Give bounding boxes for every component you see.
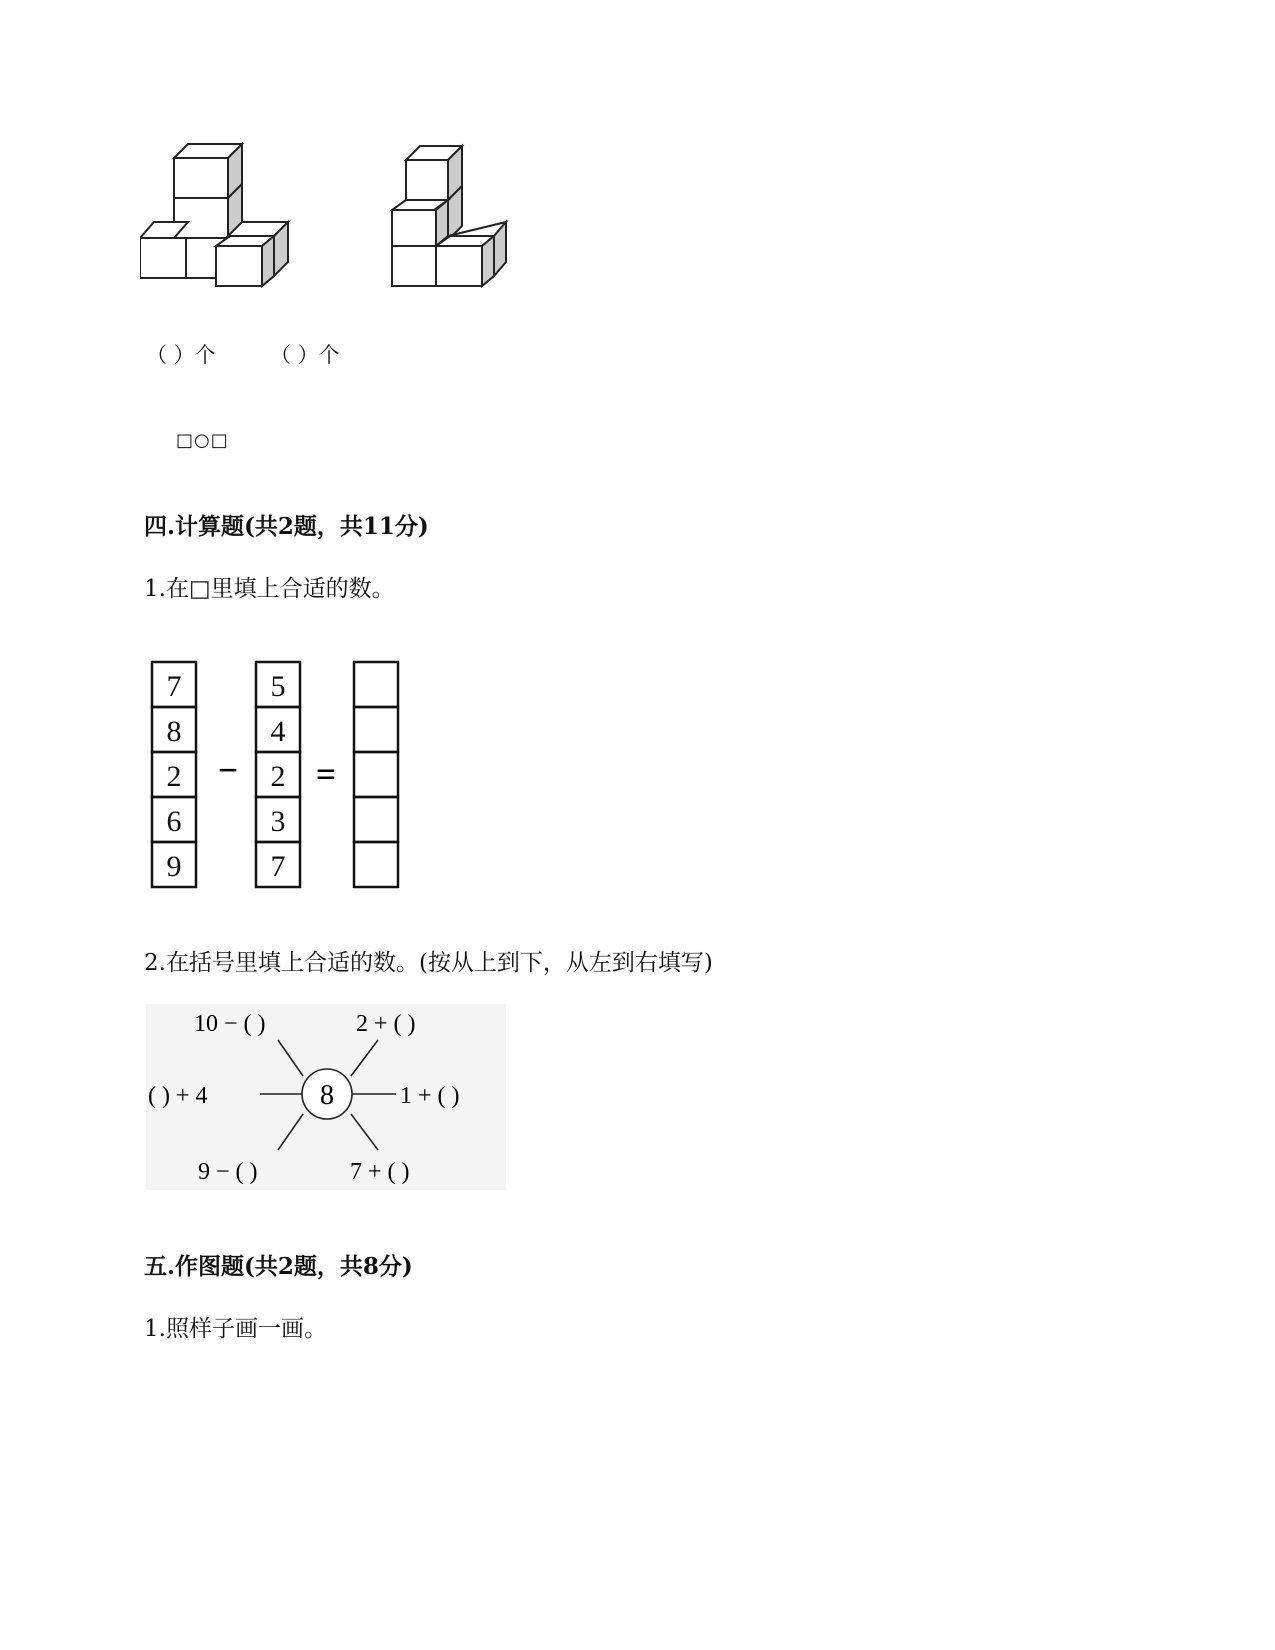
minuend-digit-2: 8	[166, 715, 182, 748]
minus-sign: −	[217, 750, 239, 790]
star-left[interactable]: ( ) + 4	[148, 1083, 208, 1109]
symbols-line: □○□	[176, 430, 229, 451]
minuend-digit-3: 2	[166, 760, 182, 793]
section-5-title: 五.作图题(共2题，共8分)	[144, 1253, 413, 1280]
answer-cell-3[interactable]	[354, 752, 398, 797]
star-top-right[interactable]: 2 + ( )	[356, 1011, 416, 1037]
section-5-question-1: 1.照样子画一画。	[144, 1316, 327, 1342]
star-bottom-left[interactable]: 9 − ( )	[198, 1159, 258, 1185]
star-diagram	[146, 1004, 506, 1190]
star-bottom-right[interactable]: 7 + ( )	[350, 1159, 410, 1185]
section-4-question-1: 1.在□里填上合适的数。	[144, 576, 395, 602]
answer-cell-5[interactable]	[354, 842, 398, 887]
star-top-left[interactable]: 10 − ( )	[194, 1011, 266, 1037]
answer-cell-1[interactable]	[354, 662, 398, 707]
answer-column	[354, 662, 398, 887]
count-blank-1[interactable]: （ ）个	[146, 343, 216, 367]
star-right[interactable]: 1 + ( )	[400, 1083, 460, 1109]
minuend-digit-1: 7	[166, 670, 182, 703]
minuend-digit-4: 6	[166, 805, 182, 838]
section-4-question-2: 2.在括号里填上合适的数。(按从上到下，从左到右填写)	[144, 950, 713, 976]
minuend-column	[152, 662, 196, 887]
subtrahend-digit-1: 5	[270, 670, 286, 703]
subtrahend-column	[256, 662, 300, 887]
vertical-subtraction-figure	[146, 658, 408, 894]
star-center-number: 8	[320, 1080, 334, 1111]
subtrahend-digit-3: 2	[270, 760, 286, 793]
answer-cell-2[interactable]	[354, 707, 398, 752]
cube-stack-figure-1	[140, 140, 300, 300]
subtrahend-digit-5: 7	[270, 850, 286, 883]
subtrahend-digit-4: 3	[270, 805, 286, 838]
subtrahend-digit-2: 4	[270, 715, 286, 748]
minuend-digit-5: 9	[166, 850, 182, 883]
answer-cell-4[interactable]	[354, 797, 398, 842]
count-blank-2[interactable]: （ ）个	[270, 343, 340, 367]
cube-stack-figure-2	[390, 140, 515, 300]
equals-sign: =	[315, 754, 337, 794]
section-4-title: 四.计算题(共2题，共11分)	[144, 513, 429, 540]
